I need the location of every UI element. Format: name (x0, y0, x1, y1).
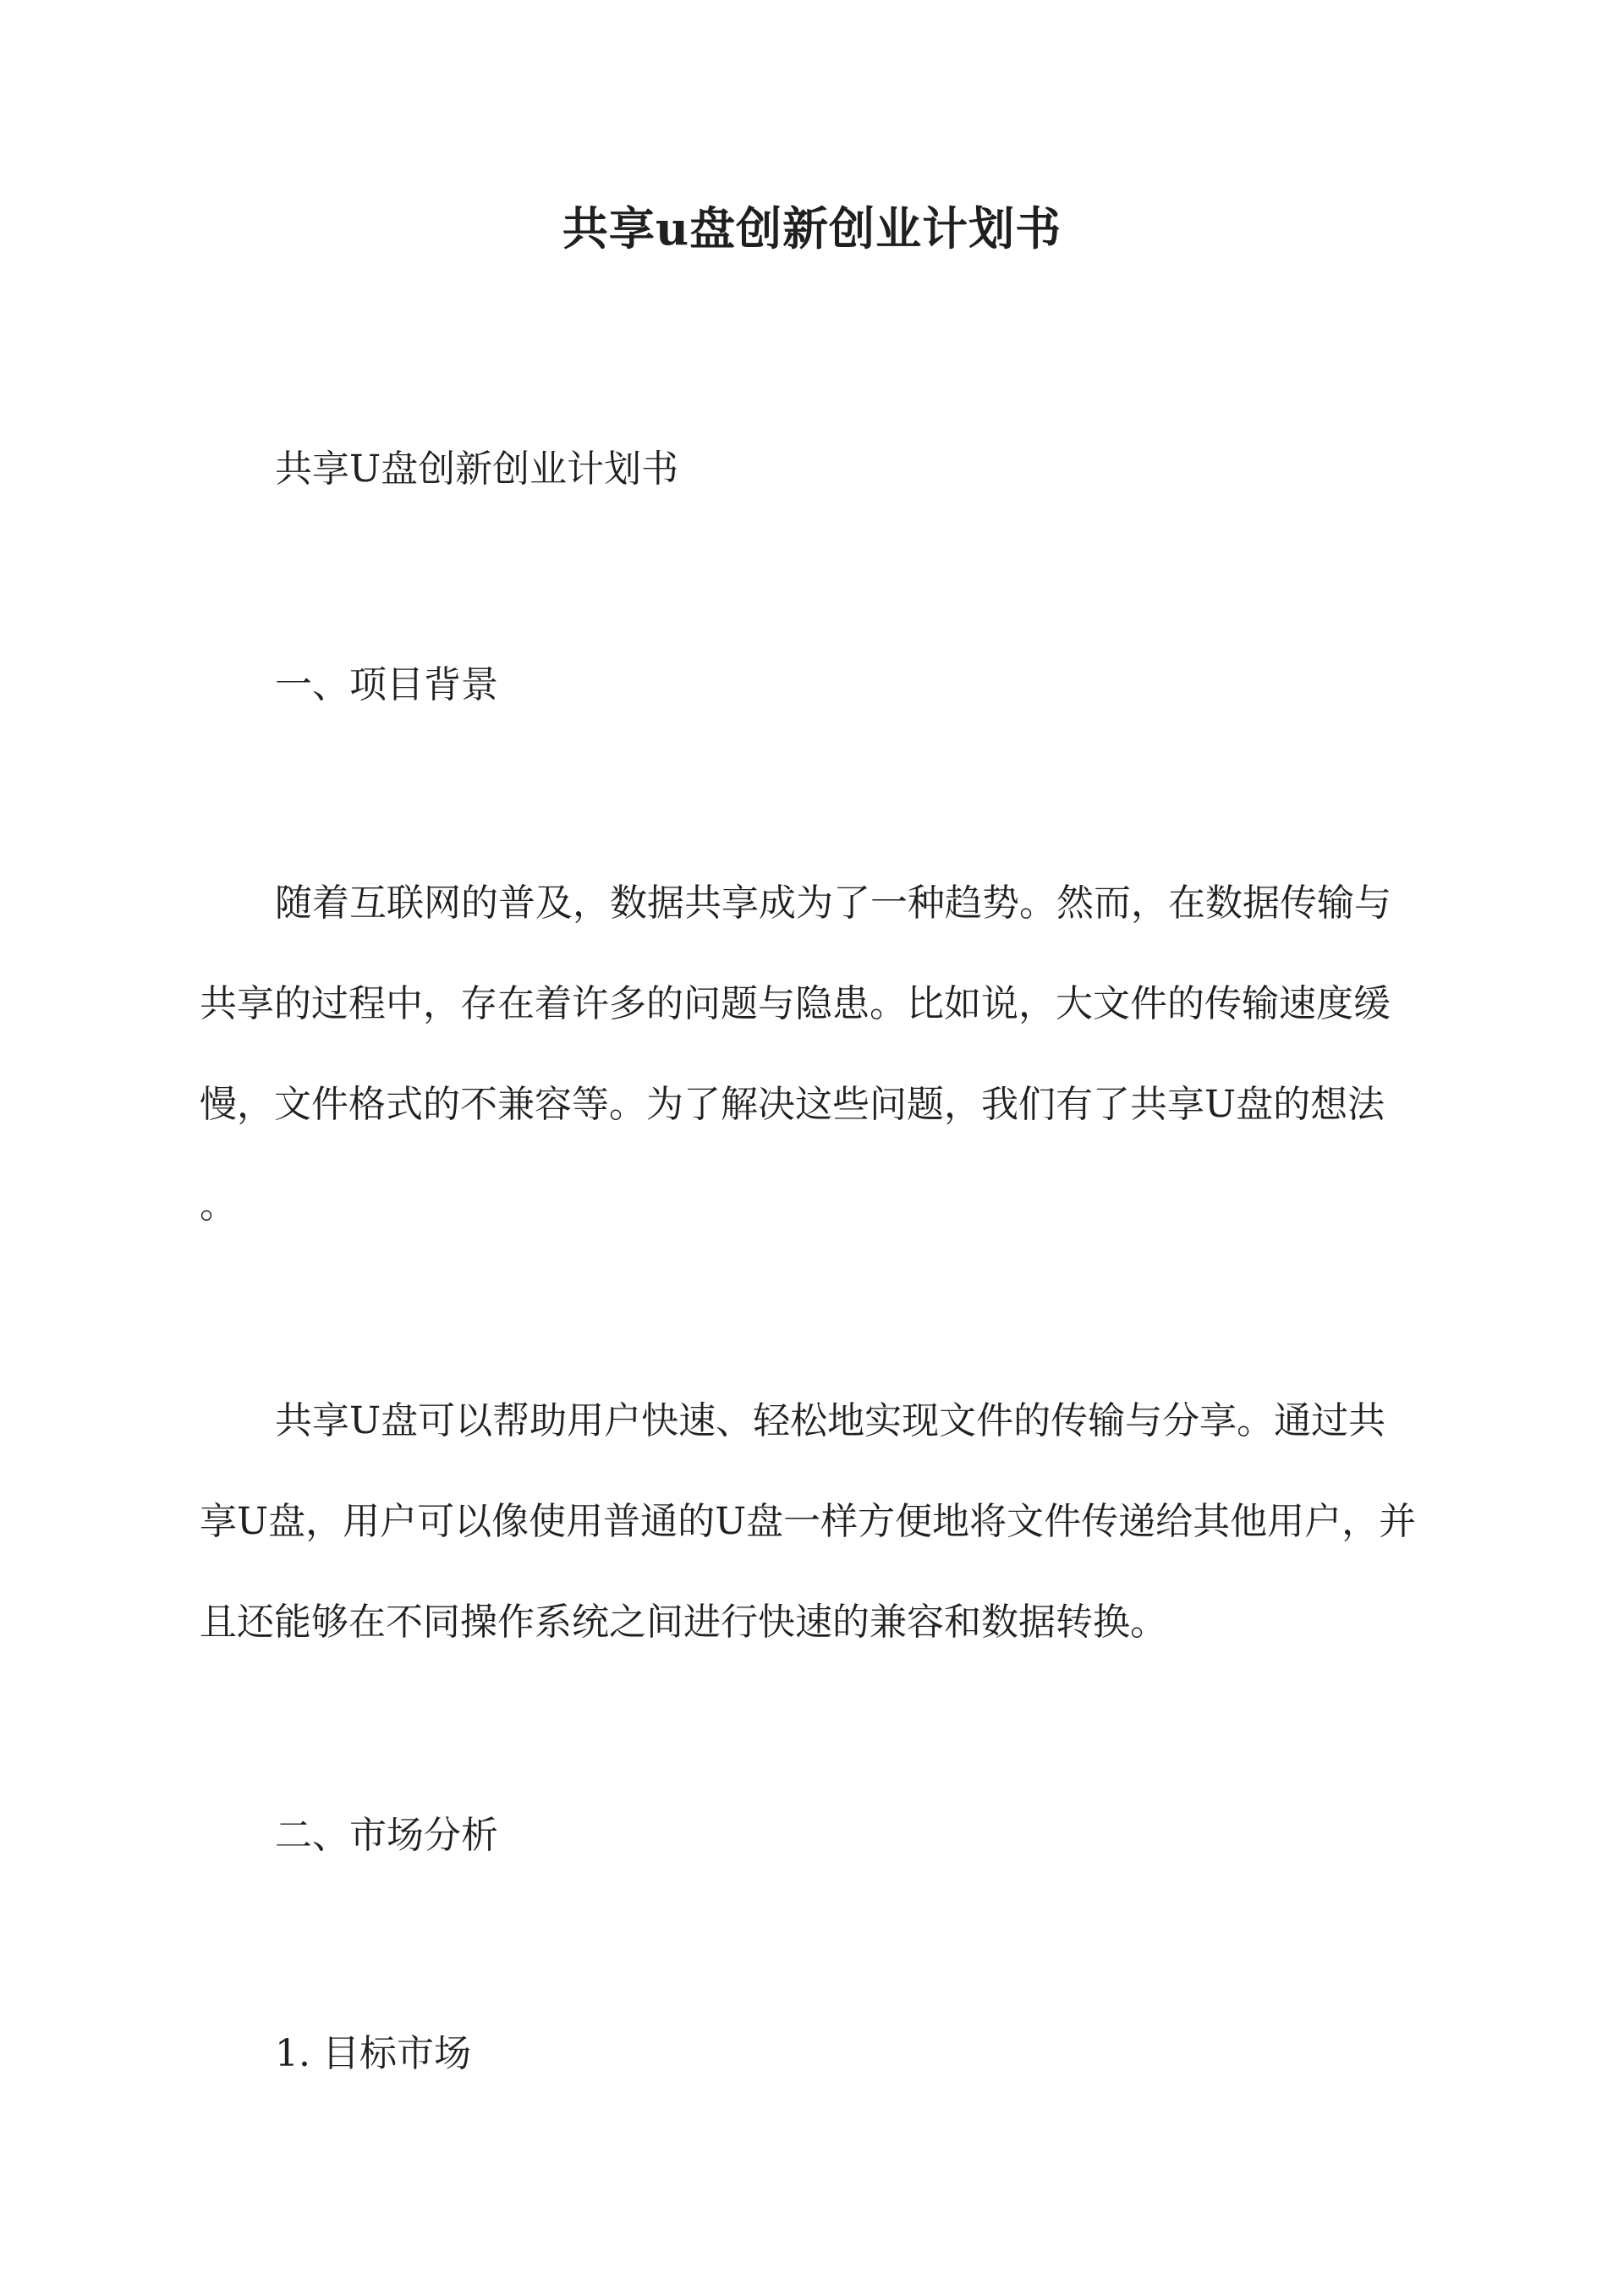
section-heading-market: 二、市场分析 (275, 1814, 498, 1857)
paragraph-line: 随着互联网的普及，数据共享成为了一种趋势。然而，在数据传输与 (275, 882, 1391, 925)
subsection-heading-target-market: 1. 目标市场 (275, 2032, 471, 2075)
document-title: 共享u盘创新创业计划书 (562, 201, 1062, 255)
paragraph-line: 享U盘，用户可以像使用普通的U盘一样方便地将文件传递给其他用户，并 (200, 1500, 1417, 1543)
paragraph-line: 共享的过程中，存在着许多的问题与隐患。比如说，大文件的传输速度缓 (200, 982, 1391, 1025)
section-heading-background: 一、项目背景 (275, 663, 498, 706)
document-subtitle: 共享U盘创新创业计划书 (275, 448, 679, 491)
paragraph-line: 且还能够在不同操作系统之间进行快速的兼容和数据转换。 (200, 1601, 1167, 1644)
paragraph-line: 慢，文件格式的不兼容等。为了解决这些问题，我们有了共享U盘的想法 (200, 1083, 1385, 1126)
paragraph-line: 。 (200, 1184, 237, 1227)
paragraph-line: 共享U盘可以帮助用户快速、轻松地实现文件的传输与分享。通过共 (275, 1399, 1386, 1442)
